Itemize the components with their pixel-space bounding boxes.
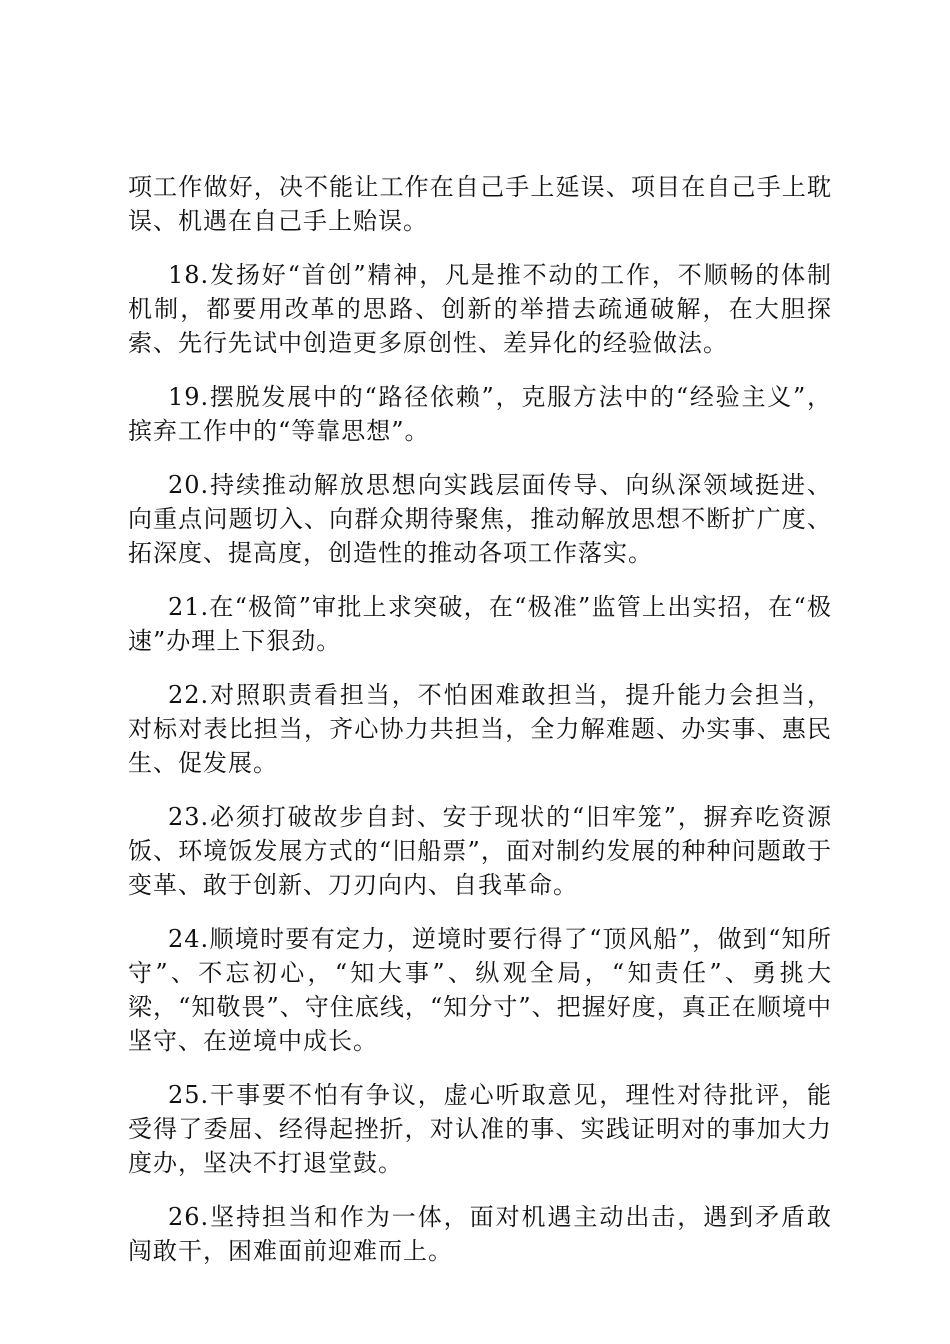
paragraph-item-22: 22.对照职责看担当，不怕困难敢担当，提升能力会担当，对标对表比担当，齐心协力共担当，全力解难题、办实事、惠民生、促发展。 xyxy=(128,681,832,777)
document-body xyxy=(128,170,832,1288)
paragraph-continuation: 项工作做好，决不能让工作在自己手上延误、项目在自己手上耽误、机遇在自己手上贻误。 xyxy=(128,173,832,235)
paragraph-item-23: 23.必须打破故步自封、安于现状的“旧牢笼”，摒弃吃资源饭、环境饭发展方式的“旧船票”，面对制约发展的种种问题敢于变革、敢于创新、刀刃向内、自我革命。 xyxy=(128,803,832,899)
paragraph-item-25: 25.干事要不怕有争议，虚心听取意见，理性对待批评，能受得了委屈、经得起挫折，对认准的事、实践证明对的事加大力度办，坚决不打退堂鼓。 xyxy=(128,1081,832,1177)
paragraph-item-20: 20.持续推动解放思想向实践层面传导、向纵深领域挺进、向重点问题切入、向群众期待聚焦，推动解放思想不断扩广度、拓深度、提高度，创造性的推动各项工作落实。 xyxy=(128,471,832,567)
paragraph-item-18: 18.发扬好“首创”精神，凡是推不动的工作，不顺畅的体制机制，都要用改革的思路、创新的举措去疏通破解，在大胆探索、先行先试中创造更多原创性、差异化的经验做法。 xyxy=(128,261,832,357)
paragraph-item-19: 19.摆脱发展中的“路径依赖”，克服方法中的“经验主义”，摈弃工作中的“等靠思想”。 xyxy=(128,383,832,445)
paragraph-item-26: 26.坚持担当和作为一体，面对机遇主动出击，遇到矛盾敢闯敢干，困难面前迎难而上。 xyxy=(128,1203,832,1265)
paragraph-item-24: 24.顺境时要有定力，逆境时要行得了“顶风船”，做到“知所守”、不忘初心，“知大事”、纵观全局，“知责任”、勇挑大梁，“知敬畏”、守住底线，“知分寸”、把握好度，真正在顺境中坚守、在逆境中成长。 xyxy=(128,925,832,1055)
paragraph-item-21: 21.在“极简”审批上求突破，在“极准”监管上出实招，在“极速”办理上下狠劲。 xyxy=(128,593,832,655)
